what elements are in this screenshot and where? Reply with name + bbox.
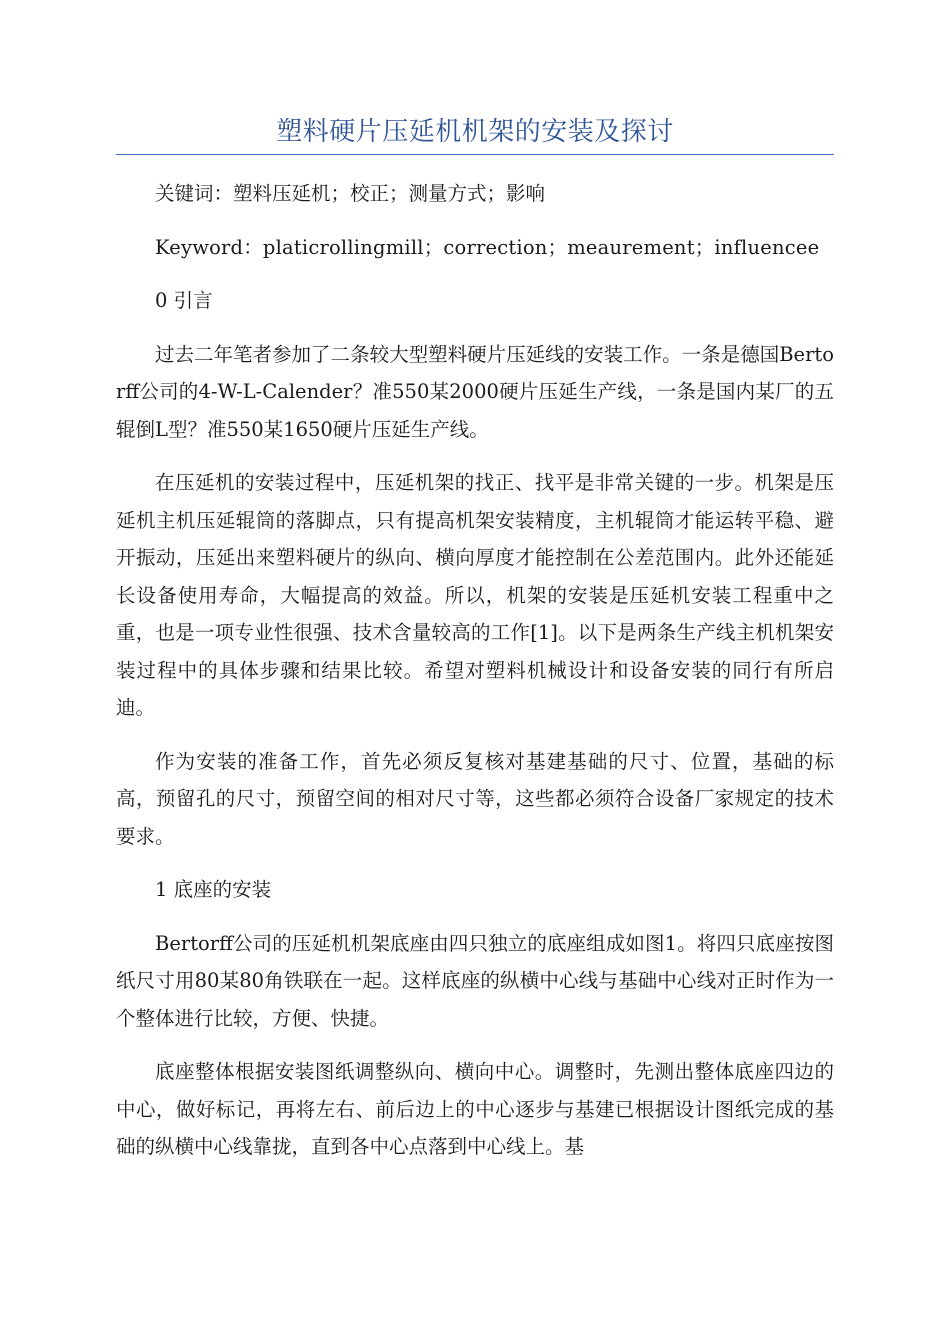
paragraph-base-2: 底座整体根据安装图纸调整纵向、横向中心。调整时，先测出整体底座四边的中心，做好标记，再将左右、前后边上的中心逐步与基建已根据设计图纸完成的基础的纵横中心线靠拢，直到各中心点落到中心线上。基: [116, 1060, 834, 1158]
paragraph-intro-3: 作为安装的准备工作，首先必须反复核对基建基础的尺寸、位置，基础的标高，预留孔的尺寸，预留空间的相对尺寸等，这些都必须符合设备厂家规定的技术要求。: [116, 749, 834, 848]
document-title: 塑料硬片压延机机架的安装及探讨: [276, 117, 674, 147]
paragraph-base-1: Bertorff公司的压延机机架底座由四只独立的底座组成如图1。将四只底座按图纸尺寸用80某80角铁联在一起。这样底座的纵横中心线与基础中心线对正时作为一个整体进行比较，方便、快捷。: [116, 931, 834, 1030]
keywords-en: Keyword：platicrollingmill；correction；meaurement；influencee: [155, 235, 820, 259]
keywords-zh: 关键词：塑料压延机；校正；测量方式；影响: [155, 182, 546, 205]
paragraph-intro-2: 在压延机的安装过程中，压延机架的找正、找平是非常关键的一步。机架是压延机主机压延辊筒的落脚点，只有提高机架安装精度，主机辊筒才能运转平稳、避开振动，压延出来塑料硬片的纵向、横向厚度才能控制在公差范围内。此外还能延长设备使用寿命，大幅提高的效益。所以，机架的安装是压延机安装工程重中之重，也是一项专业性很强、技术含量较高的工作[1]。以下是两条生产线主机机架安装过程中的具体步骤和结果比较。希望对塑料机械设计和设备安装的同行有所启迪。: [116, 471, 834, 719]
section-heading-base-installation: 1 底座的安装: [155, 878, 272, 901]
paragraph-intro-1: 过去二年笔者参加了二条较大型塑料硬片压延线的安装工作。一条是德国Bertorff公司的4-W-L-Calender？准550某2000硬片压延生产线，一条是国内某厂的五辊倒L型？准550某1650硬片压延生产线。: [116, 342, 834, 441]
document-body: [116, 175, 834, 1182]
section-heading-introduction: 0 引言: [155, 289, 213, 312]
title-underline: [116, 154, 834, 155]
